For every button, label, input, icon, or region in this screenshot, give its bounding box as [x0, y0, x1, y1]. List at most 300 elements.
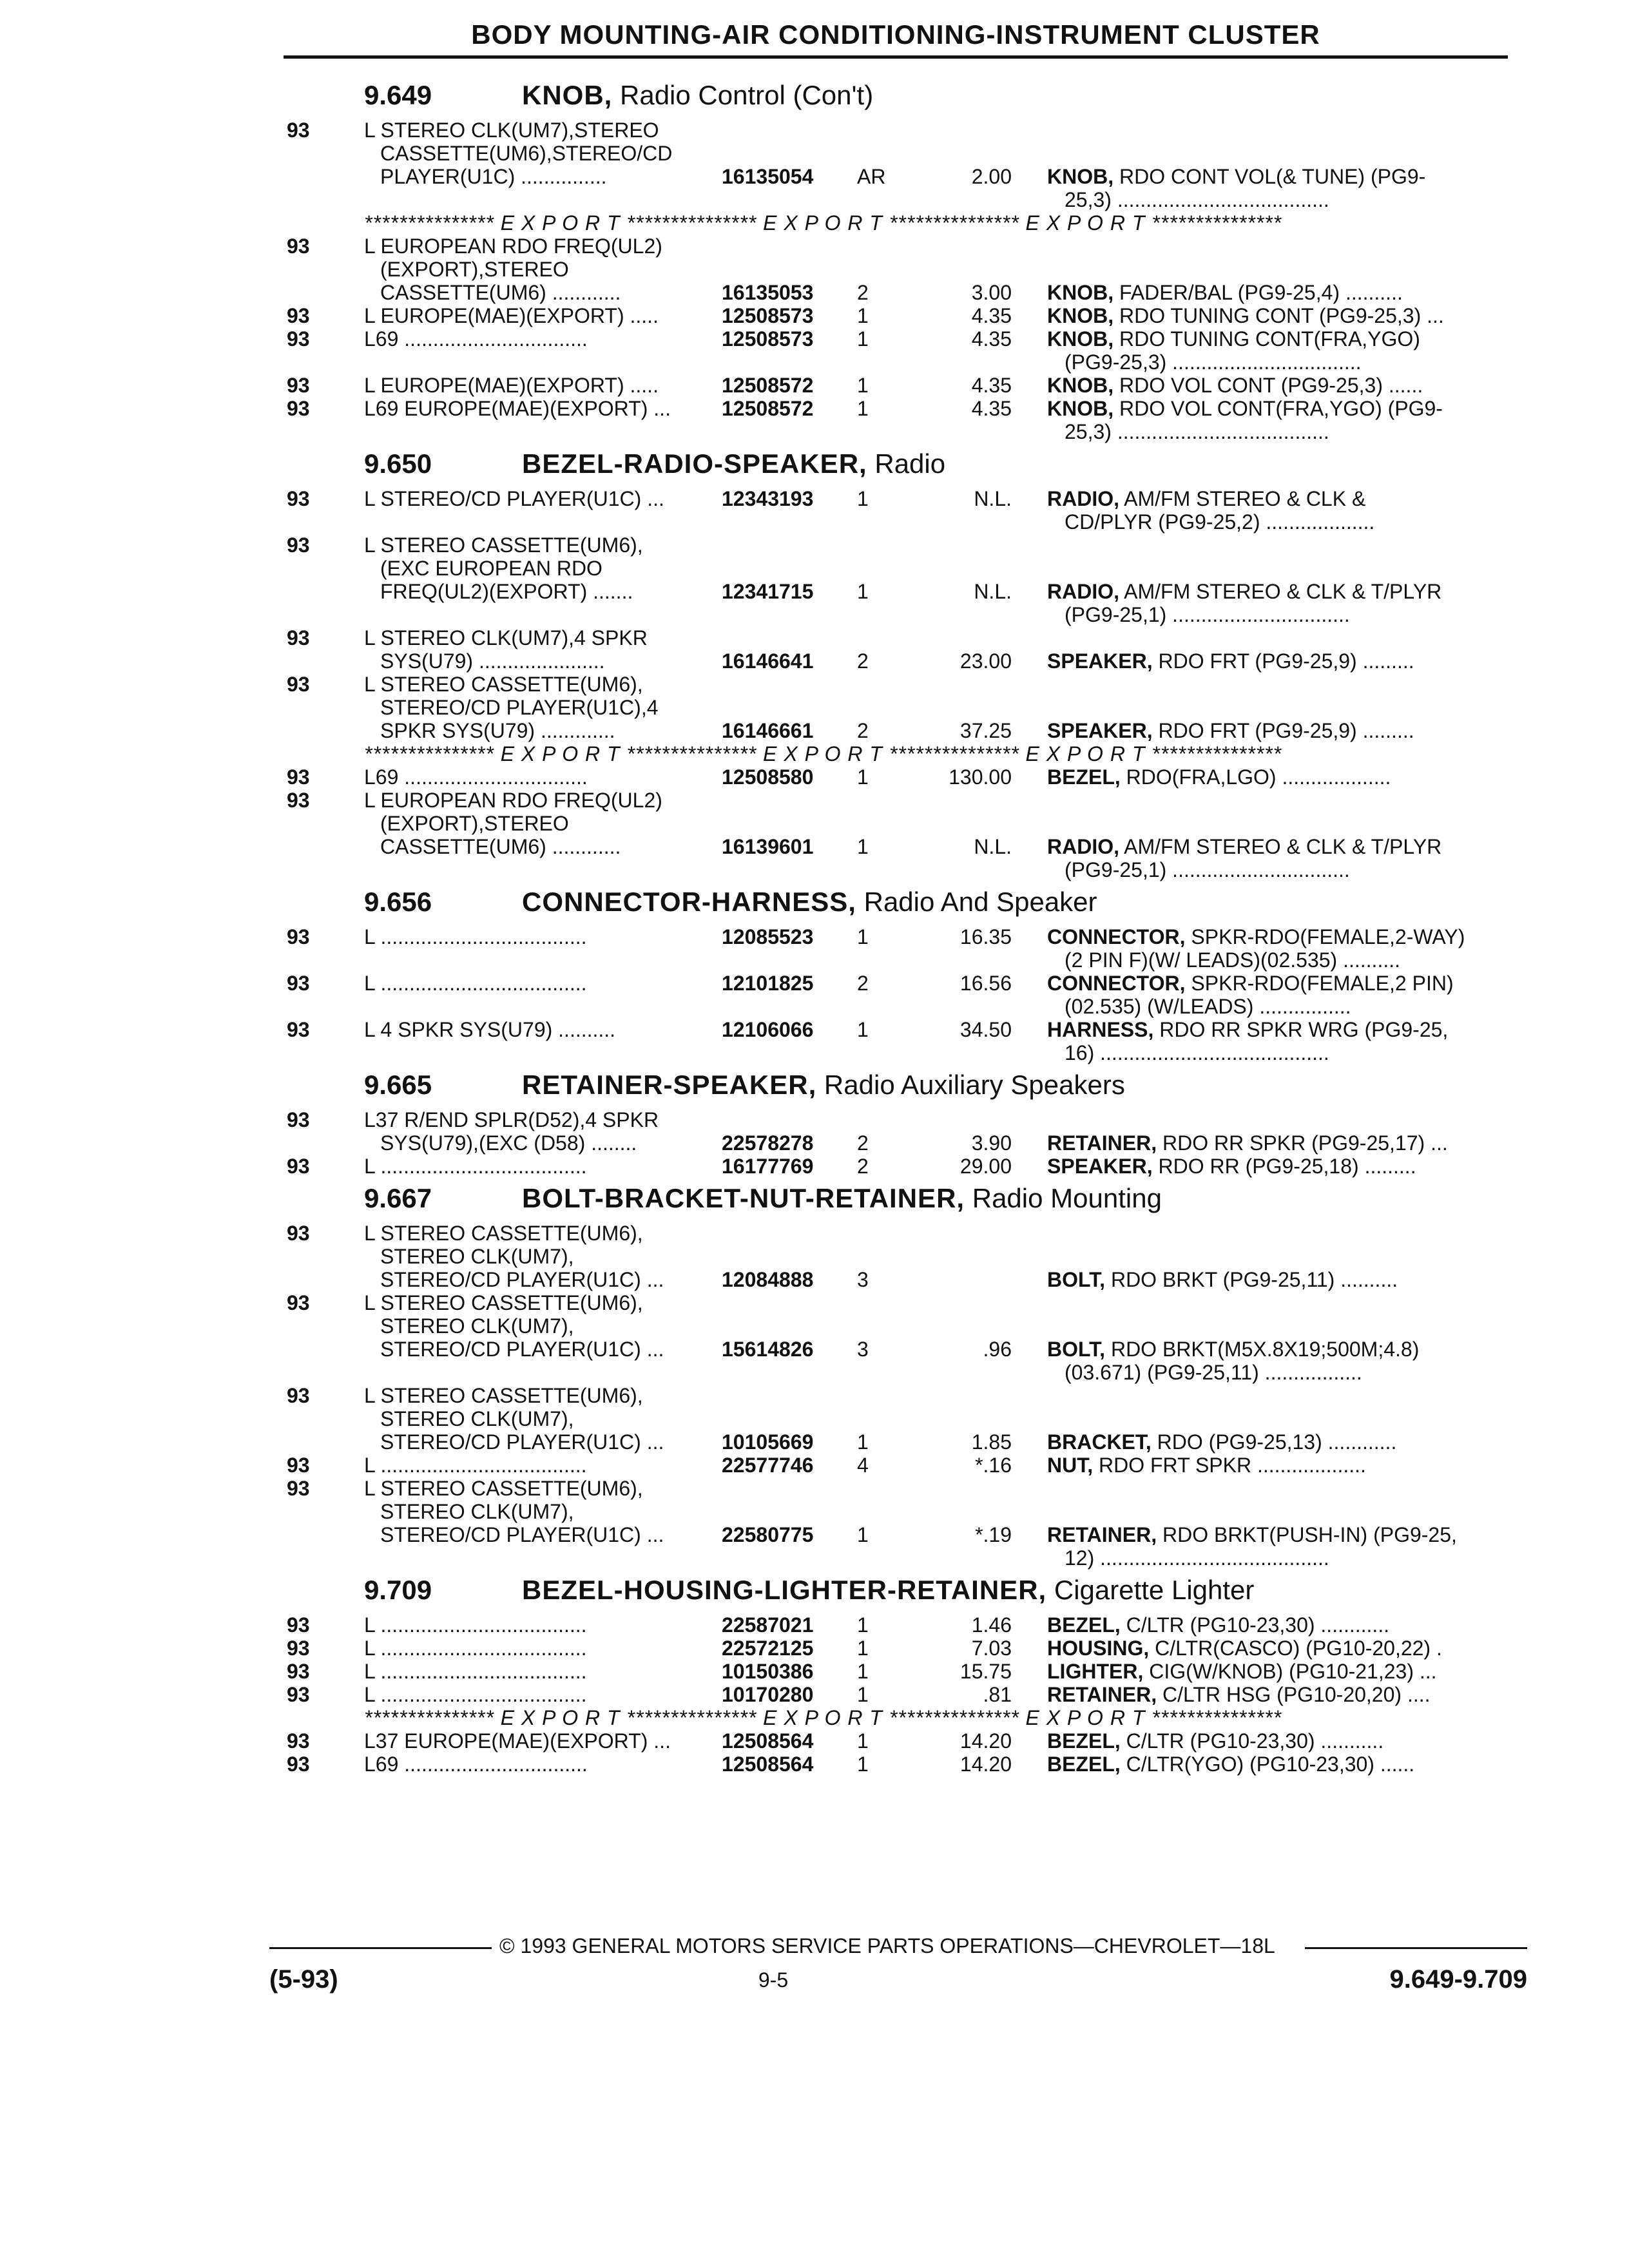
usage-description: (EXC EUROPEAN RDO — [380, 557, 602, 580]
part-detail: (PG9-25,3) ................................. — [1065, 351, 1362, 374]
quantity: 4 — [857, 1454, 869, 1477]
price: 130.00 — [949, 765, 1012, 789]
usage-description: L STEREO CLK(UM7),STEREO — [364, 119, 659, 142]
part-name: BEZEL, — [1047, 1753, 1121, 1776]
quantity: 1 — [857, 925, 869, 948]
quantity: AR — [857, 165, 886, 188]
quantity: 1 — [857, 1729, 869, 1753]
section-heading — [277, 1178, 1521, 1222]
price: 4.35 — [971, 374, 1012, 397]
quantity: 1 — [857, 487, 869, 510]
parts-row — [277, 603, 1521, 626]
level-code: 93 — [287, 925, 310, 948]
price: 34.50 — [959, 1018, 1012, 1041]
part-description — [1047, 1131, 1521, 1155]
parts-row — [277, 235, 1521, 258]
part-detail: FADER/BAL (PG9-25,4) .......... — [1113, 281, 1403, 304]
usage-description: L .................................... — [364, 1613, 587, 1637]
usage-description: STEREO/CD PLAYER(U1C),4 — [380, 696, 659, 719]
part-number: 12508573 — [722, 304, 814, 327]
parts-row — [277, 557, 1521, 580]
section-number: 9.650 — [364, 448, 432, 479]
parts-row — [277, 1637, 1521, 1660]
usage-description: L STEREO CASSETTE(UM6), — [364, 1222, 643, 1245]
parts-row — [277, 142, 1521, 165]
part-number: 12508573 — [722, 327, 814, 351]
usage-description: CASSETTE(UM6),STEREO/CD — [380, 142, 673, 165]
part-name: BEZEL, — [1047, 1729, 1121, 1753]
part-name: KNOB, — [1047, 304, 1114, 327]
parts-row — [277, 812, 1521, 835]
parts-row — [277, 1338, 1521, 1361]
parts-row — [277, 1729, 1521, 1753]
parts-row — [277, 649, 1521, 673]
part-detail: CIG(W/KNOB) (PG10-21,23) ... — [1143, 1660, 1437, 1683]
usage-description: L STEREO CASSETTE(UM6), — [364, 533, 643, 557]
part-description — [1065, 603, 1521, 627]
part-number: 12508572 — [722, 397, 814, 420]
usage-description: L EUROPEAN RDO FREQ(UL2) — [364, 789, 662, 812]
level-code: 93 — [287, 626, 310, 649]
part-detail: 25,3) ..................................... — [1065, 188, 1329, 211]
part-name: NUT, — [1047, 1454, 1094, 1477]
part-name: HARNESS, — [1047, 1018, 1154, 1041]
part-description — [1065, 1546, 1521, 1570]
usage-description: L69 ................................ — [364, 1753, 588, 1776]
part-name: RADIO, — [1047, 580, 1119, 603]
part-number: 16146661 — [722, 719, 814, 742]
quantity: 2 — [857, 1155, 869, 1178]
usage-description: L .................................... — [364, 925, 587, 948]
part-detail: RDO VOL CONT(FRA,YGO) (PG9- — [1113, 397, 1443, 420]
quantity: 1 — [857, 1683, 869, 1706]
part-description — [1047, 835, 1521, 859]
usage-description: L STEREO CASSETTE(UM6), — [364, 1384, 643, 1407]
part-description — [1047, 304, 1521, 328]
price: 37.25 — [959, 719, 1012, 742]
part-detail: RDO TUNING CONT (PG9-25,3) ... — [1113, 304, 1444, 327]
export-marker: *************** E X P O R T *************** E X P O R T *************** E X P O R T *************** — [364, 742, 1282, 765]
footer-rule-left — [269, 1947, 492, 1949]
price: N.L. — [974, 580, 1012, 603]
part-detail: 12) ........................................ — [1065, 1546, 1329, 1570]
date-code: (5-93) — [269, 1965, 338, 1994]
level-code: 93 — [287, 1477, 310, 1500]
export-marker: *************** E X P O R T *************** E X P O R T *************** E X P O R T *************** — [364, 1706, 1282, 1729]
copyright-notice: © 1993 GENERAL MOTORS SERVICE PARTS OPERATIONS—CHEVROLET—18L — [499, 1934, 1275, 1957]
parts-row — [277, 1384, 1521, 1407]
part-detail: 16) ........................................ — [1065, 1041, 1329, 1064]
section-number: 9.649 — [364, 80, 432, 110]
parts-row — [277, 1454, 1521, 1477]
level-code: 93 — [287, 673, 310, 696]
level-code: 93 — [287, 1155, 310, 1178]
part-description — [1047, 327, 1521, 351]
export-divider — [277, 742, 1521, 765]
section-heading — [277, 881, 1521, 925]
level-code: 93 — [287, 1753, 310, 1776]
parts-row — [277, 1500, 1521, 1523]
level-code: 93 — [287, 533, 310, 557]
usage-description: STEREO CLK(UM7), — [380, 1407, 574, 1430]
quantity: 2 — [857, 972, 869, 995]
usage-description: STEREO CLK(UM7), — [380, 1314, 574, 1338]
price: *.19 — [975, 1523, 1012, 1546]
level-code: 93 — [287, 119, 310, 142]
parts-row — [277, 1018, 1521, 1041]
page-title: BODY MOUNTING-AIR CONDITIONING-INSTRUMENT CLUSTER — [471, 19, 1320, 50]
level-code: 93 — [287, 1018, 310, 1041]
part-number: 12508564 — [722, 1729, 814, 1753]
usage-description: L EUROPEAN RDO FREQ(UL2) — [364, 235, 662, 258]
part-detail: RDO CONT VOL(& TUNE) (PG9- — [1113, 165, 1426, 188]
parts-row — [277, 1155, 1521, 1178]
part-number: 12508580 — [722, 765, 814, 789]
parts-row — [277, 1108, 1521, 1131]
usage-description: L STEREO CASSETTE(UM6), — [364, 1477, 643, 1500]
usage-description: PLAYER(U1C) ............... — [380, 165, 607, 188]
section-name — [522, 1070, 1125, 1100]
usage-description: L .................................... — [364, 1155, 587, 1178]
parts-row — [277, 1041, 1521, 1064]
quantity: 1 — [857, 580, 869, 603]
parts-row — [277, 188, 1521, 211]
price: 3.00 — [971, 281, 1012, 304]
usage-description: STEREO CLK(UM7), — [380, 1500, 574, 1523]
part-name: BEZEL, — [1047, 1613, 1121, 1637]
part-number: 16135054 — [722, 165, 814, 188]
usage-description: FREQ(UL2)(EXPORT) ....... — [380, 580, 633, 603]
part-description — [1047, 1268, 1521, 1292]
part-name: KNOB, — [1047, 281, 1114, 304]
parts-row — [277, 397, 1521, 420]
usage-description: CASSETTE(UM6) ............ — [380, 835, 621, 858]
quantity: 1 — [857, 1613, 869, 1637]
part-number: 16177769 — [722, 1155, 814, 1178]
section-heading — [277, 75, 1521, 119]
usage-description: L STEREO CASSETTE(UM6), — [364, 673, 643, 696]
section-name-rest: Cigarette Lighter — [1046, 1575, 1255, 1605]
part-number: 12508572 — [722, 374, 814, 397]
level-code: 93 — [287, 1729, 310, 1753]
parts-row — [277, 1291, 1521, 1314]
section-name-bold: BEZEL-HOUSING-LIGHTER-RETAINER, — [522, 1575, 1047, 1605]
part-description — [1047, 1454, 1521, 1477]
level-code: 93 — [287, 487, 310, 510]
part-name: SPEAKER, — [1047, 649, 1153, 673]
quantity: 2 — [857, 1131, 869, 1155]
price: 7.03 — [971, 1637, 1012, 1660]
part-number: 16146641 — [722, 649, 814, 673]
price: 16.56 — [959, 972, 1012, 995]
part-name: CONNECTOR, — [1047, 925, 1186, 948]
part-description — [1047, 649, 1521, 673]
usage-description: L69 ................................ — [364, 327, 588, 351]
parts-row — [277, 626, 1521, 649]
part-detail: RDO RR SPKR (PG9-25,17) ... — [1157, 1131, 1448, 1155]
parts-row — [277, 1407, 1521, 1430]
parts-row — [277, 374, 1521, 397]
parts-row — [277, 1523, 1521, 1546]
part-name: RETAINER, — [1047, 1131, 1157, 1155]
part-number: 22577746 — [722, 1454, 814, 1477]
parts-row — [277, 533, 1521, 557]
part-name: BEZEL, — [1047, 765, 1121, 789]
price: *.16 — [975, 1454, 1012, 1477]
level-code: 93 — [287, 1222, 310, 1245]
part-name: HOUSING, — [1047, 1637, 1150, 1660]
quantity: 1 — [857, 1753, 869, 1776]
section-name-bold: CONNECTOR-HARNESS, — [522, 887, 856, 917]
part-detail: AM/FM STEREO & CLK & T/PLYR — [1119, 835, 1442, 858]
price: 4.35 — [971, 304, 1012, 327]
page-number: 9-5 — [758, 1968, 789, 1992]
level-code: 93 — [287, 397, 310, 420]
parts-row — [277, 696, 1521, 719]
part-name: RETAINER, — [1047, 1523, 1157, 1546]
parts-row — [277, 119, 1521, 142]
part-description — [1065, 188, 1521, 212]
parts-row — [277, 995, 1521, 1018]
part-description — [1047, 374, 1521, 398]
parts-row — [277, 1613, 1521, 1637]
usage-description: STEREO/CD PLAYER(U1C) ... — [380, 1430, 664, 1454]
price: 2.00 — [971, 165, 1012, 188]
level-code: 93 — [287, 1454, 310, 1477]
parts-row — [277, 1131, 1521, 1155]
section-heading — [277, 1570, 1521, 1613]
part-number: 12343193 — [722, 487, 814, 510]
part-name: RETAINER, — [1047, 1683, 1157, 1706]
part-description — [1065, 510, 1521, 534]
part-description — [1047, 165, 1521, 189]
part-description — [1047, 487, 1521, 511]
export-marker: *************** E X P O R T *************** E X P O R T *************** E X P O R T *************** — [364, 211, 1282, 235]
part-number: 22587021 — [722, 1613, 814, 1637]
part-number: 12341715 — [722, 580, 814, 603]
part-detail: RDO FRT (PG9-25,9) ......... — [1152, 649, 1414, 673]
price: N.L. — [974, 487, 1012, 510]
part-detail: C/LTR(CASCO) (PG10-20,22) . — [1149, 1637, 1442, 1660]
part-name: RADIO, — [1047, 487, 1119, 510]
quantity: 1 — [857, 397, 869, 420]
part-description — [1065, 948, 1521, 972]
part-number: 22580775 — [722, 1523, 814, 1546]
usage-description: L69 ................................ — [364, 765, 588, 789]
section-number: 9.709 — [364, 1575, 432, 1605]
part-description — [1065, 351, 1521, 374]
parts-row — [277, 351, 1521, 374]
part-detail: (PG9-25,1) ............................... — [1065, 858, 1350, 881]
usage-description: L .................................... — [364, 1637, 587, 1660]
price: 16.35 — [959, 925, 1012, 948]
parts-row — [277, 972, 1521, 995]
part-detail: AM/FM STEREO & CLK & — [1119, 487, 1366, 510]
part-detail: RDO (PG9-25,13) ............ — [1151, 1430, 1397, 1454]
part-number: 22578278 — [722, 1131, 814, 1155]
part-description — [1047, 719, 1521, 743]
part-description — [1047, 1018, 1521, 1042]
part-name: BOLT, — [1047, 1338, 1106, 1361]
part-number: 12101825 — [722, 972, 814, 995]
parts-row — [277, 420, 1521, 443]
part-number: 22572125 — [722, 1637, 814, 1660]
level-code: 93 — [287, 1384, 310, 1407]
usage-description: CASSETTE(UM6) ............ — [380, 281, 621, 304]
part-description — [1047, 1155, 1521, 1178]
quantity: 1 — [857, 327, 869, 351]
parts-listing — [277, 75, 1521, 1776]
parts-row — [277, 510, 1521, 533]
section-name-bold: BOLT-BRACKET-NUT-RETAINER, — [522, 1183, 965, 1213]
quantity: 1 — [857, 1523, 869, 1546]
usage-description: L .................................... — [364, 1683, 587, 1706]
section-number: 9.667 — [364, 1183, 432, 1213]
level-code: 93 — [287, 327, 310, 351]
parts-row — [277, 1430, 1521, 1454]
part-name: SPEAKER, — [1047, 719, 1153, 742]
parts-row — [277, 1546, 1521, 1570]
section-name-rest: Radio Control (Con't) — [612, 80, 874, 110]
part-description — [1047, 1338, 1521, 1361]
price: 14.20 — [959, 1753, 1012, 1776]
price: 15.75 — [959, 1660, 1012, 1683]
part-detail: RDO RR SPKR WRG (PG9-25, — [1153, 1018, 1449, 1041]
usage-description: L 4 SPKR SYS(U79) .......... — [364, 1018, 616, 1041]
section-name-rest: Radio Auxiliary Speakers — [816, 1070, 1125, 1100]
level-code: 93 — [287, 1683, 310, 1706]
section-number: 9.656 — [364, 887, 432, 917]
quantity: 2 — [857, 281, 869, 304]
parts-row — [277, 765, 1521, 789]
quantity: 2 — [857, 649, 869, 673]
usage-description: L STEREO CLK(UM7),4 SPKR — [364, 626, 648, 649]
parts-row — [277, 789, 1521, 812]
part-detail: RDO(FRA,LGO) ................... — [1120, 765, 1391, 789]
level-code: 93 — [287, 1108, 310, 1131]
level-code: 93 — [287, 1291, 310, 1314]
part-detail: 25,3) ..................................... — [1065, 420, 1329, 443]
part-name: BOLT, — [1047, 1268, 1106, 1291]
quantity: 1 — [857, 835, 869, 858]
header-rule — [284, 55, 1508, 59]
section-name-rest: Radio And Speaker — [856, 887, 1097, 917]
price: .81 — [983, 1683, 1012, 1706]
parts-row — [277, 673, 1521, 696]
part-description — [1047, 765, 1521, 789]
part-detail: RDO FRT SPKR ................... — [1093, 1454, 1366, 1477]
quantity: 3 — [857, 1268, 869, 1291]
usage-description: (EXPORT),STEREO — [380, 258, 569, 281]
parts-row — [277, 258, 1521, 281]
price: .96 — [983, 1338, 1012, 1361]
section-name-rest: Radio Mounting — [965, 1183, 1162, 1213]
part-name: SPEAKER, — [1047, 1155, 1153, 1178]
part-number: 12106066 — [722, 1018, 814, 1041]
part-description — [1065, 858, 1521, 882]
parts-row — [277, 1753, 1521, 1776]
usage-description: L .................................... — [364, 1454, 587, 1477]
part-name: KNOB, — [1047, 165, 1114, 188]
part-description — [1047, 397, 1521, 421]
part-detail: C/LTR(YGO) (PG10-23,30) ...... — [1120, 1753, 1415, 1776]
usage-description: SPKR SYS(U79) ............. — [380, 719, 615, 742]
usage-description: L37 EUROPE(MAE)(EXPORT) ... — [364, 1729, 671, 1753]
section-heading — [277, 1064, 1521, 1108]
part-detail: CD/PLYR (PG9-25,2) ................... — [1065, 510, 1375, 533]
part-number: 12085523 — [722, 925, 814, 948]
part-detail: (02.535) (W/LEADS) ................ — [1065, 995, 1351, 1018]
part-name: KNOB, — [1047, 374, 1114, 397]
parts-row — [277, 1314, 1521, 1338]
part-description — [1047, 281, 1521, 305]
part-name: KNOB, — [1047, 397, 1114, 420]
usage-description: L EUROPE(MAE)(EXPORT) ..... — [364, 374, 659, 397]
section-name-rest: Radio — [867, 448, 946, 479]
parts-row — [277, 1268, 1521, 1291]
price: 23.00 — [959, 649, 1012, 673]
part-detail: RDO RR (PG9-25,18) ......... — [1152, 1155, 1416, 1178]
level-code: 93 — [287, 1637, 310, 1660]
price: 29.00 — [959, 1155, 1012, 1178]
quantity: 1 — [857, 765, 869, 789]
level-code: 93 — [287, 374, 310, 397]
section-name — [522, 80, 873, 111]
price: N.L. — [974, 835, 1012, 858]
part-detail: C/LTR (PG10-23,30) ........... — [1120, 1729, 1384, 1753]
section-name-bold: RETAINER-SPEAKER, — [522, 1070, 817, 1100]
usage-description: L STEREO/CD PLAYER(U1C) ... — [364, 487, 664, 510]
part-number: 15614826 — [722, 1338, 814, 1361]
part-detail: RDO TUNING CONT(FRA,YGO) — [1113, 327, 1420, 351]
parts-row — [277, 327, 1521, 351]
section-name — [522, 1575, 1254, 1606]
part-detail: (03.671) (PG9-25,11) ................. — [1065, 1361, 1362, 1384]
parts-row — [277, 925, 1521, 948]
part-number: 10150386 — [722, 1660, 814, 1683]
level-code: 93 — [287, 789, 310, 812]
part-detail: AM/FM STEREO & CLK & T/PLYR — [1119, 580, 1442, 603]
section-name — [522, 887, 1097, 918]
section-range: 9.649-9.709 — [1389, 1965, 1527, 1994]
part-description — [1047, 972, 1521, 995]
part-number: 12084888 — [722, 1268, 814, 1291]
part-description — [1047, 1430, 1521, 1454]
part-detail: RDO BRKT(PUSH-IN) (PG9-25, — [1157, 1523, 1457, 1546]
part-number: 10105669 — [722, 1430, 814, 1454]
usage-description: L .................................... — [364, 1660, 587, 1683]
parts-row — [277, 1222, 1521, 1245]
part-detail: (PG9-25,1) ............................... — [1065, 603, 1350, 626]
quantity: 1 — [857, 1637, 869, 1660]
part-description — [1065, 1361, 1521, 1385]
part-description — [1047, 1613, 1521, 1637]
part-number: 16135053 — [722, 281, 814, 304]
export-divider — [277, 1706, 1521, 1729]
quantity: 1 — [857, 1430, 869, 1454]
usage-description: STEREO CLK(UM7), — [380, 1245, 574, 1268]
parts-row — [277, 1245, 1521, 1268]
part-description — [1047, 1683, 1521, 1707]
level-code: 93 — [287, 1613, 310, 1637]
price: 3.90 — [971, 1131, 1012, 1155]
section-name-bold: BEZEL-RADIO-SPEAKER, — [522, 448, 867, 479]
part-number: 12508564 — [722, 1753, 814, 1776]
part-description — [1047, 1523, 1521, 1547]
usage-description: STEREO/CD PLAYER(U1C) ... — [380, 1523, 664, 1546]
usage-description: L37 R/END SPLR(D52),4 SPKR — [364, 1108, 659, 1131]
part-detail: RDO BRKT(M5X.8X19;500M;4.8) — [1105, 1338, 1420, 1361]
